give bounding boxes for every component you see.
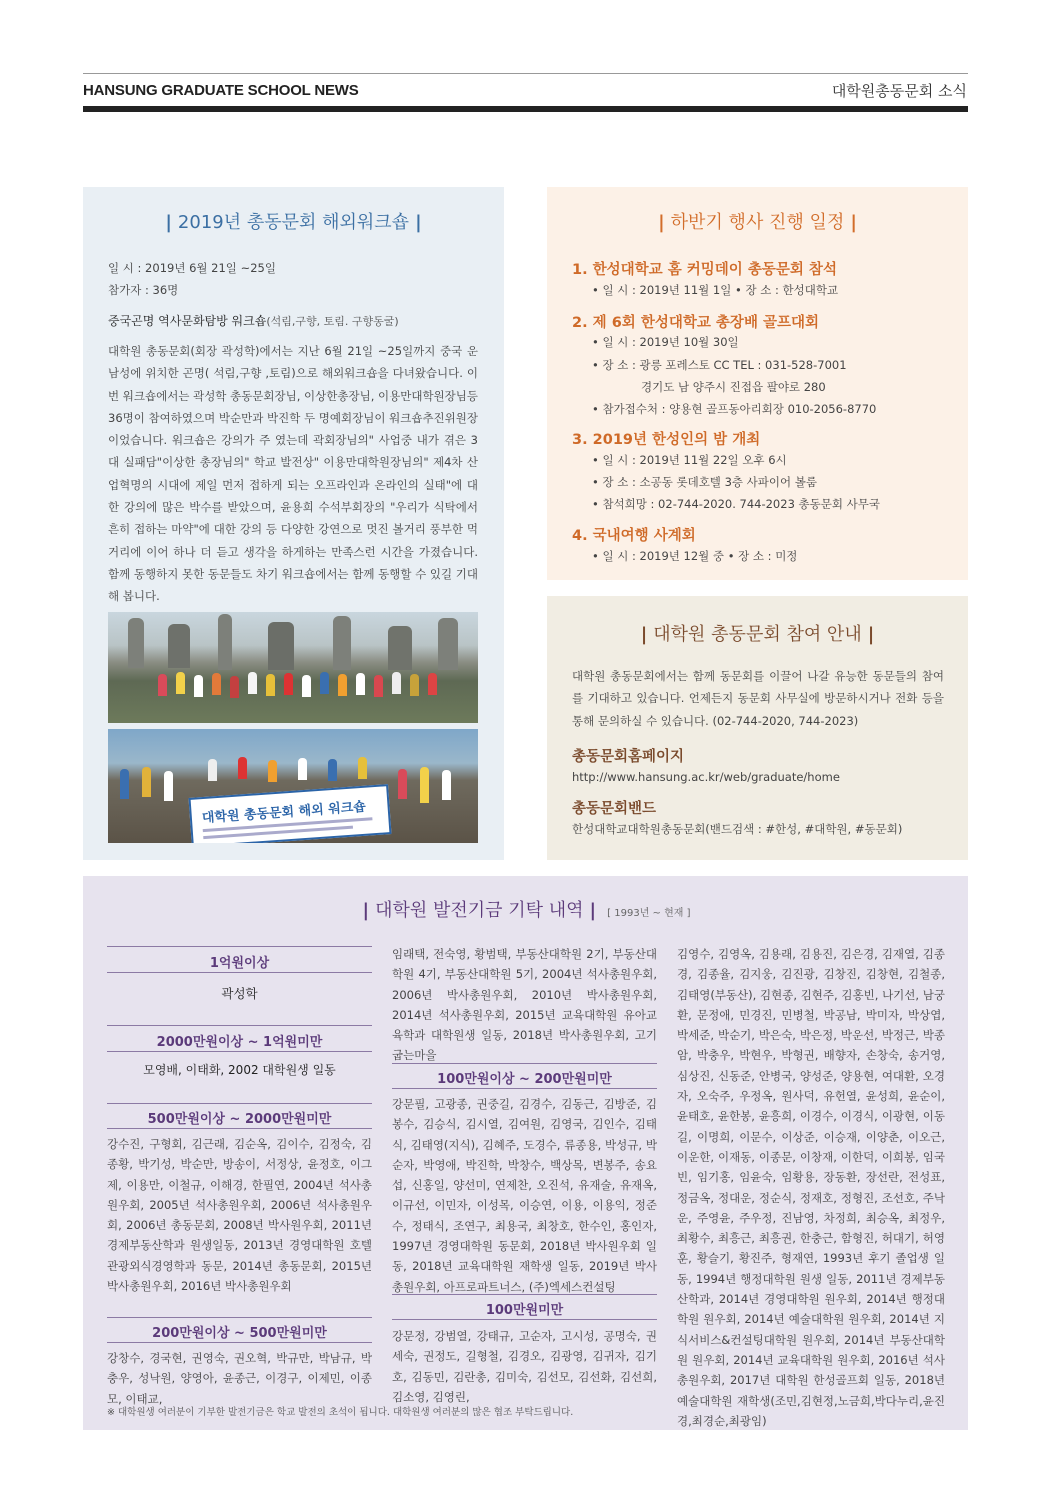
- category-list: 강수진, 구형회, 김근래, 김순옥, 김이수, 김정숙, 김종황, 박기성, 박순만, 방송이, 서정상, 윤정호, 이그제, 이용만, 이철규, 이해경, 한필연, 2004년 석사총원우회, 2005년 석사총원우회, 2006년 석사총원우회, 2006년 총동문회, 2008년 박사원우회, 2011년 경제부동산학과 원생일동, 2013년 경영대학원 호텔관광외식경영학과 동문, 2014년 총동문회, 2015년 박사총원우회, 2016년 박사총원우회: [107, 1137, 372, 1294]
- schedule-item-3-line: • 참석희망 : 02-744-2020. 744-2023 총동문회 사무국: [592, 497, 880, 511]
- schedule-title: | 하반기 행사 진행 일정 |: [658, 212, 857, 233]
- divider: [392, 1319, 657, 1320]
- fund-list-continued: 김영수, 김영옥, 김용래, 김용진, 김은경, 김재열, 김종경, 김종율, 김지웅, 김진광, 김창진, 김창현, 김철종, 김태영(부동산), 김현종, 김현주, 김홍빈, 나기선, 남궁환, 문정애, 민경진, 민병철, 박공남, 박미자, 박상엽, 박세준, 박순기, 박은숙, 박은정, 박운선, 박정근, 박종암, 박충우, 박현우, 박형권, 배향자, 손창숙, 송거영, 심상진, 신동준, 안병국, 양성준, 양용현, 여대환, 오경자, 오숙주, 우정옥, 원사덕, 유헌열, 윤성희, 윤순이, 윤태호, 윤한봉, 윤흥희, 이경수, 이경식, 이광현, 이동길, 이명희, 이문수, 이상준, 이승재, 이양춘, 이오근, 이운한, 이재동, 이종문, 이창재, 이한덕, 이희봉, 임국빈, 임기홍, 임윤숙, 임황용, 장동환, 장선란, 전성표, 정금옥, 정대운, 정순식, 정재호, 정형진, 조선호, 주낙운, 주영윤, 주우정, 진남영, 차정희, 최승옥, 최정우, 최황수, 최흥근, 최흥권, 한충근, 함형진, 허대기, 허영훈, 황슬기, 황진주, 형재연, 1993년 후기 졸업생 일동, 1994년 행정대학원 원생 일동, 2011년 경제부동산학과, 2014년 경영대학원 원우회, 2014년 행정대학원 원우회, 2014년 예술대학원 원우회, 2014년 지식서비스&컨설팅대학원 원우회, 2014년 부동산대학원 원우회, 2014년 교육대학원 원우회, 2016년 석사총원우회, 2017년 대학원 한성골프회 일동, 2018년 예술대학원 재학생(조민,김현정,노금희,박다누리,윤진경,최경순,최광임): [677, 947, 945, 1428]
- divider: [107, 1103, 372, 1104]
- guide-body: 대학원 총동문회에서는 함께 동문회를 이끌어 나갈 유능한 동문들의 참여를 기대하고 있습니다. 언제든지 동문회 사무실에 방문하시거나 전화 등을 통해 문의하실 수 있습니다. (02-744-2020, 744-2023): [572, 669, 944, 728]
- schedule-item-2-line: • 참가접수처 : 양용현 골프동아리회장 010-2056-8770: [592, 402, 877, 416]
- schedule-item-2-line: 경기도 남 양주시 진접읍 팔야로 280: [641, 380, 826, 394]
- divider: [107, 1025, 372, 1026]
- band-text: 한성대학교대학원총동문회(밴드검색 : #한성, #대학원, #동문회): [572, 822, 903, 836]
- divider: [107, 1317, 372, 1318]
- schedule-item-2-line: • 장 소 : 광릉 포레스토 CC TEL : 031-528-7001: [592, 358, 847, 372]
- header-bottom-rule: [83, 106, 968, 112]
- fund-footnote: ※ 대학원생 여러분이 기부한 발전기금은 학교 발전의 초석이 됩니다. 대학원생 여러분의 많은 협조 부탁드립니다.: [107, 1407, 574, 1418]
- workshop-title: | 2019년 총동문회 해외워크숍 |: [165, 212, 422, 233]
- workshop-subheading: 중국곤명 역사문화탐방 워크숍(석림,구향, 토림. 구향동굴): [108, 314, 399, 328]
- divider: [107, 1128, 372, 1129]
- group-photo-stone-forest: [108, 612, 478, 723]
- schedule-item-2-line: • 일 시 : 2019년 10월 30일: [592, 335, 739, 349]
- category-list: 강창수, 경국현, 권영숙, 권오혁, 박규만, 박남규, 박충우, 성낙원, 양영아, 윤종근, 이경구, 이제민, 이종모, 이태교,: [107, 1351, 372, 1406]
- workshop-date: 일 시 : 2019년 6월 21일 ~25일: [108, 261, 276, 275]
- category-list: 강문정, 강범열, 강태규, 고순자, 고시성, 공명숙, 권세숙, 권정도, 길형철, 김경오, 김광영, 김귀자, 김기호, 김동민, 김란총, 김미숙, 김선모, 김선화, 김선희, 김소영, 김영린,: [392, 1329, 657, 1404]
- schedule-item-1-heading: 1. 한성대학교 홈 커밍데이 총동문회 참석: [572, 262, 837, 278]
- divider: [107, 946, 372, 947]
- divider: [107, 1051, 372, 1052]
- workshop-banner: [188, 784, 391, 843]
- schedule-item-1-line: • 일 시 : 2019년 11월 1일 • 장 소 : 한성대학교: [592, 283, 839, 297]
- schedule-item-4-heading: 4. 국내여행 사계회: [572, 528, 696, 544]
- divider: [392, 1088, 657, 1089]
- category-heading: 500만원이상 ~ 2000만원미만: [147, 1112, 332, 1127]
- schedule-item-3-line: • 일 시 : 2019년 11월 22일 오후 6시: [592, 453, 787, 467]
- divider: [107, 1342, 372, 1343]
- banner-text: 대학원 총동문회 해외 워크숍: [201, 799, 367, 827]
- header-top-rule: [83, 73, 968, 74]
- schedule-item-2-heading: 2. 제 6회 한성대학교 총장배 골프대회: [572, 315, 820, 331]
- category-heading: 1억원이상: [209, 956, 270, 971]
- workshop-subheading-note: (석림,구향, 토림. 구향동굴): [266, 315, 399, 328]
- divider: [392, 1294, 657, 1295]
- homepage-link[interactable]: http://www.hansung.ac.kr/web/graduate/home: [572, 770, 840, 784]
- band-label: 총동문회밴드: [572, 801, 657, 817]
- workshop-attendees: 참가자 : 36명: [108, 283, 179, 297]
- divider: [107, 972, 372, 973]
- fund-title: | 대학원 발전기금 기탁 내역 | [ 1993년 ~ 현재 ]: [362, 900, 691, 921]
- schedule-item-3-line: • 장 소 : 소공동 롯데호텔 3층 사파이어 볼룸: [592, 475, 817, 489]
- category-heading: 100만원미만: [485, 1303, 564, 1318]
- section-title: 대학원총동문회 소식: [831, 82, 967, 100]
- category-heading: 2000만원이상 ~ 1억원미만: [156, 1035, 323, 1050]
- schedule-item-3-heading: 3. 2019년 한성인의 밤 개최: [572, 432, 761, 448]
- fund-list-continued: 임래택, 전숙영, 황범택, 부동산대학원 2기, 부동산대학원 4기, 부동산대학원 5기, 2004년 석사총원우회, 2006년 박사총원우회, 2010년 박사총원우회, 2014년 석사총원우회, 2015년 교육대학원 유아교육학과 대학원생 일동, 2018년 박사총원우회, 고기굽는마을: [392, 947, 657, 1063]
- guide-title: | 대학원 총동문회 참여 안내 |: [640, 624, 875, 645]
- category-value: 곽성학: [221, 986, 258, 1001]
- schedule-item-4-line: • 일 시 : 2019년 12월 중 • 장 소 : 미정: [592, 549, 798, 563]
- category-heading: 100만원이상 ~ 200만원미만: [437, 1072, 612, 1087]
- category-list: 강문필, 고광종, 권중길, 김경수, 김동근, 김방준, 김봉수, 김승식, 김시열, 김여원, 김영국, 김인수, 김태식, 김태영(지식), 김혜주, 도경수, 류종용, 박성규, 박순자, 박영애, 박진학, 박창수, 백상목, 변봉주, 송요섭, 신홍일, 양선미, 연제찬, 오진석, 유재술, 유재옥, 이규선, 이민자, 이성목, 이승연, 이용, 이용익, 정준수, 정태식, 조연구, 최용국, 최창호, 한수인, 홍인자, 1997년 경영대학원 동문회, 2018년 박사원우회 일동, 2018년 교육대학원 재학생 일동, 2019년 박사총원우회, 아프로파트너스, (주)엑세스컨설팅: [392, 1097, 657, 1294]
- category-heading: 200만원이상 ~ 500만원미만: [152, 1326, 327, 1341]
- workshop-body: 대학원 총동문회(회장 곽성학)에서는 지난 6월 21일 ~25일까지 중국 운남성에 위치한 곤명( 석림,구향 ,토림)으로 해외워크숍을 다녀왔습니다. 이번 워크숍에서는 곽성학 총동문회장님, 이상한총장님, 이용만대학원장님등 36명이 참여하였으며 박순만과 박진학 두 명예회장님이 워크숍추진위원장이었습니다. 워크숍은 강의가 주 였는데 곽회장님의" 사업중 내가 겪은 3대 실패담"이상한 총장님의" 학교 발전상" 이용만대학원장님의" 제4차 산업혁명의 시대에 제일 먼저 접하게 되는 오프라인과 온라인의 실태"에 대한 강의에 많은 박수를 받았으며, 윤용희 수석부회장의 "우리가 식탁에서 흔히 접하는 마약"에 대한 강의 등 다양한 강연으로 멋진 볼거리 풍부한 먹거리에 이어 하나 더 듣고 생각을 하게하는 만족스런 시간을 가졌습니다. 함께 동행하지 못한 동문들도 차기 워크숍에서는 함께 동행할 수 있길 기대해 봅니다.: [108, 344, 478, 604]
- category-value: 모영배, 이태화, 2002 대학원생 일동: [143, 1063, 336, 1077]
- homepage-label: 총동문회홈페이지: [572, 749, 685, 765]
- fund-period: [ 1993년 ~ 현재 ]: [607, 908, 691, 919]
- newsletter-title: HANSUNG GRADUATE SCHOOL NEWS: [83, 82, 359, 99]
- group-photo-banner: [108, 729, 478, 843]
- divider: [392, 1063, 657, 1064]
